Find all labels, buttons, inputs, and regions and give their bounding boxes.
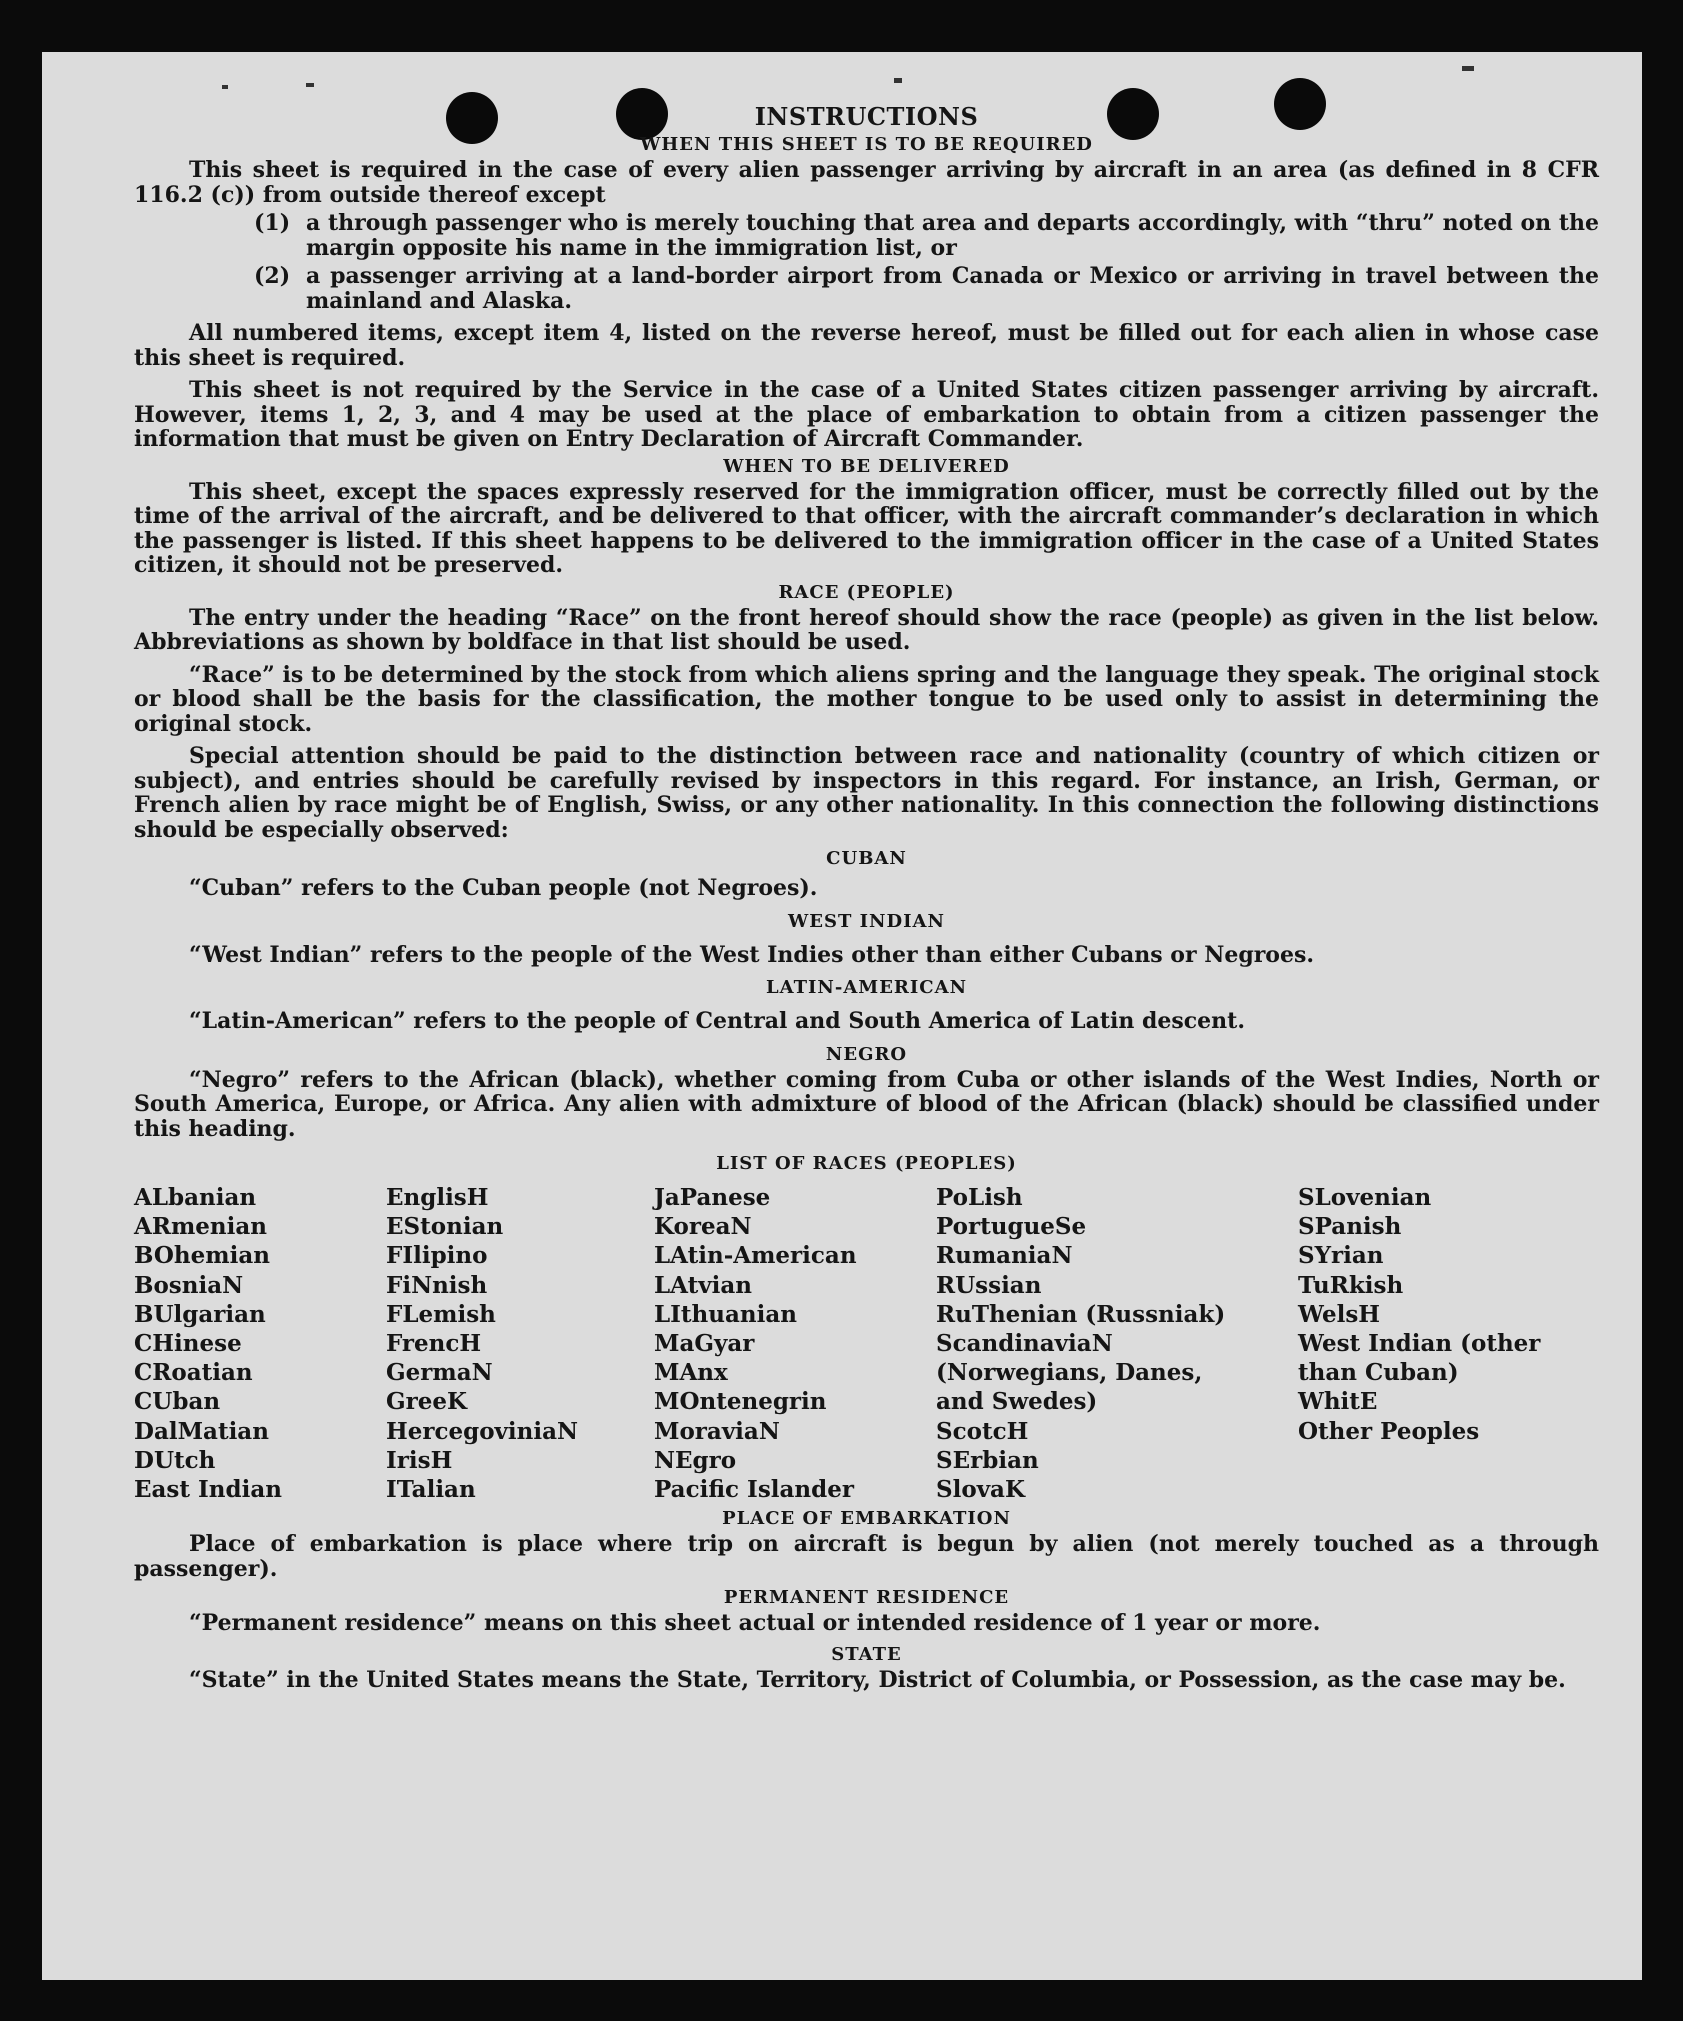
races-column bbox=[654, 1183, 936, 1504]
race-entry: ALbanian bbox=[134, 1184, 257, 1211]
speck bbox=[306, 83, 314, 87]
race-entry: BOhemian bbox=[134, 1242, 270, 1270]
section-heading-embarkation: PLACE OF EMBARKATION bbox=[722, 1508, 1011, 1530]
item-number: (2) bbox=[254, 263, 291, 289]
race-entry: EStonian bbox=[386, 1213, 504, 1241]
page-title: INSTRUCTIONS bbox=[754, 102, 979, 131]
paragraph: “Latin-American” refers to the people of Central and South America of Latin descent. bbox=[189, 1008, 1245, 1034]
race-entry: SLovenian bbox=[1298, 1184, 1432, 1211]
paragraph: “Negro” refers to the African (black), whether coming from Cuba or other islands of the West Indies, North or South America, Europe, or Africa. Any alien with admixture of blood of the African (black) should be classified under this heading. bbox=[134, 1066, 1599, 1142]
race-entry: RuThenian (Russniak) bbox=[936, 1300, 1226, 1328]
race-entry: CUban bbox=[134, 1388, 221, 1416]
races-column bbox=[386, 1183, 654, 1504]
race-entry: East Indian bbox=[134, 1476, 282, 1504]
race-entry: NEgro bbox=[654, 1446, 737, 1474]
race-entry: BosniaN bbox=[134, 1271, 244, 1299]
race-entry: JaPanese bbox=[654, 1184, 771, 1211]
race-entry: RumaniaN bbox=[936, 1242, 1073, 1270]
race-entry: PoLish bbox=[936, 1184, 1023, 1211]
speck bbox=[894, 78, 902, 83]
race-entry: West Indian (other than Cuban) bbox=[1298, 1330, 1541, 1387]
race-entry: HercegoviniaN bbox=[386, 1417, 579, 1445]
race-entry: FIlipino bbox=[386, 1242, 488, 1270]
races-list bbox=[134, 1183, 1599, 1504]
race-entry: WelsH bbox=[1298, 1300, 1381, 1328]
race-entry: SlovaK bbox=[936, 1476, 1025, 1504]
race-entry: CHinese bbox=[134, 1330, 242, 1358]
race-entry: DalMatian bbox=[134, 1417, 269, 1445]
race-entry: KoreaN bbox=[654, 1213, 752, 1241]
race-entry: Other Peoples bbox=[1298, 1417, 1480, 1445]
speck bbox=[1462, 66, 1474, 71]
race-entry: SYrian bbox=[1298, 1242, 1384, 1270]
list-item bbox=[254, 264, 1599, 313]
paragraph: “Race” is to be determined by the stock from which aliens spring and the language they speak. The original stock or blood shall be the basis for the classification, the mother tongue to be used only to assist in determining the original stock. bbox=[134, 661, 1599, 737]
races-column bbox=[134, 1183, 386, 1504]
paragraph: “West Indian” refers to the people of the West Indies other than either Cubans or Negroes. bbox=[189, 941, 1315, 968]
item-number: (1) bbox=[254, 210, 291, 236]
paragraph: The entry under the heading “Race” on the front hereof should show the race (people) as given in the list below. Abbreviations as shown by boldface in that list should be used. bbox=[134, 604, 1599, 655]
race-entry: CRoatian bbox=[134, 1359, 253, 1387]
race-entry: LAtin-American bbox=[654, 1242, 857, 1270]
race-entry: SPanish bbox=[1298, 1213, 1402, 1241]
race-entry: TuRkish bbox=[1298, 1271, 1404, 1299]
paragraph: This sheet is required in the case of every alien passenger arriving by aircraft in an area (as defined in 8 CFR 116.2 (c)) from outside thereof except bbox=[134, 157, 1599, 208]
paragraph: All numbered items, except item 4, listed on the reverse hereof, must be filled out for each alien in whose case this sheet is required. bbox=[134, 320, 1599, 371]
instructions-content bbox=[134, 102, 1599, 1692]
race-entry: IrisH bbox=[386, 1446, 453, 1474]
paragraph: “State” in the United States means the State, Territory, District of Columbia, or Possession, as the case may be. bbox=[189, 1666, 1566, 1693]
race-entry: LAtvian bbox=[654, 1271, 752, 1299]
section-heading-residence: PERMANENT RESIDENCE bbox=[723, 1587, 1010, 1609]
paragraph: This sheet, except the spaces expressly reserved for the immigration officer, must be correctly filled out by the time of the arrival of the aircraft, and be delivered to that officer, with the aircraft commander’s declaration in which the passenger is listed. If this sheet happens to be delivered to the immigration officer in the case of a United States citizen, it should not be preserved. bbox=[134, 478, 1599, 578]
paragraph: “Cuban” refers to the Cuban people (not Negroes). bbox=[189, 875, 818, 901]
race-entry: FLemish bbox=[386, 1300, 496, 1328]
race-entry: MoraviaN bbox=[654, 1417, 780, 1445]
document-sheet bbox=[42, 52, 1642, 1980]
race-entry: ARmenian bbox=[134, 1213, 268, 1241]
race-entry: FrencH bbox=[386, 1330, 482, 1358]
race-entry: DUtch bbox=[134, 1446, 216, 1474]
item-text: a through passenger who is merely touching that area and departs accordingly, with “thru” noted on the margin opposite his name in the immigration list, or bbox=[306, 210, 1599, 261]
paragraph: “Permanent residence” means on this sheet actual or intended residence of 1 year or more. bbox=[189, 1610, 1321, 1637]
race-entry: SErbian bbox=[936, 1446, 1039, 1474]
paragraph: Special attention should be paid to the distinction between race and nationality (country of which citizen or subject), and entries should be carefully revised by inspectors in this regard. For instance, an Irish, German, or French alien by race might be of English, Swiss, or any other nationality. In this connection the following distinctions should be especially observed: bbox=[134, 743, 1599, 843]
race-entry: FiNnish bbox=[386, 1271, 488, 1299]
paragraph: This sheet is not required by the Service in the case of a United States citizen passenger arriving by aircraft. However, items 1, 2, 3, and 4 may be used at the place of embarkation to obtain from a citizen passenger the information that must be given on Entry Declaration of Aircraft Commander. bbox=[134, 377, 1599, 452]
race-entry: BUlgarian bbox=[134, 1300, 266, 1328]
race-entry: Pacific Islander bbox=[654, 1476, 854, 1504]
list-item bbox=[254, 211, 1599, 260]
section-heading-list-of-races: LIST OF RACES (PEOPLES) bbox=[716, 1153, 1017, 1174]
races-column bbox=[1298, 1183, 1599, 1504]
race-entry: WhitE bbox=[1298, 1388, 1378, 1416]
race-entry: MOntenegrin bbox=[654, 1388, 827, 1416]
race-entry: LIthuanian bbox=[654, 1300, 797, 1328]
race-entry: ScandinaviaN (Norwegians, Danes, and Swedes) bbox=[936, 1330, 1203, 1416]
race-entry: PortugueSe bbox=[936, 1213, 1087, 1241]
race-entry: MAnx bbox=[654, 1359, 728, 1387]
item-text: a passenger arriving at a land-border airport from Canada or Mexico or arriving in travel between the mainland and Alaska. bbox=[306, 263, 1599, 314]
race-entry: ITalian bbox=[386, 1476, 476, 1504]
race-entry: GreeK bbox=[386, 1388, 468, 1416]
section-heading-latin-american: LATIN-AMERICAN bbox=[765, 977, 968, 998]
section-heading-when-required: WHEN THIS SHEET IS TO BE REQUIRED bbox=[640, 134, 1093, 155]
section-heading-state: STATE bbox=[831, 1643, 902, 1665]
section-heading-west-indian: WEST INDIAN bbox=[788, 910, 945, 932]
race-entry: RUssian bbox=[936, 1271, 1042, 1299]
section-heading-when-delivered: WHEN TO BE DELIVERED bbox=[723, 455, 1010, 477]
section-heading-race: RACE (PEOPLE) bbox=[778, 581, 955, 603]
section-heading-negro: NEGRO bbox=[825, 1043, 908, 1065]
race-entry: MaGyar bbox=[654, 1330, 755, 1358]
paragraph: Place of embarkation is place where trip on aircraft is begun by alien (not merely touched as a through passenger). bbox=[134, 1531, 1599, 1582]
section-heading-cuban: CUBAN bbox=[826, 848, 907, 869]
race-entry: GermaN bbox=[386, 1359, 493, 1387]
race-entry: ScotcH bbox=[936, 1417, 1029, 1445]
race-entry: EnglisH bbox=[386, 1184, 489, 1211]
races-column bbox=[936, 1183, 1298, 1504]
speck bbox=[222, 85, 228, 89]
